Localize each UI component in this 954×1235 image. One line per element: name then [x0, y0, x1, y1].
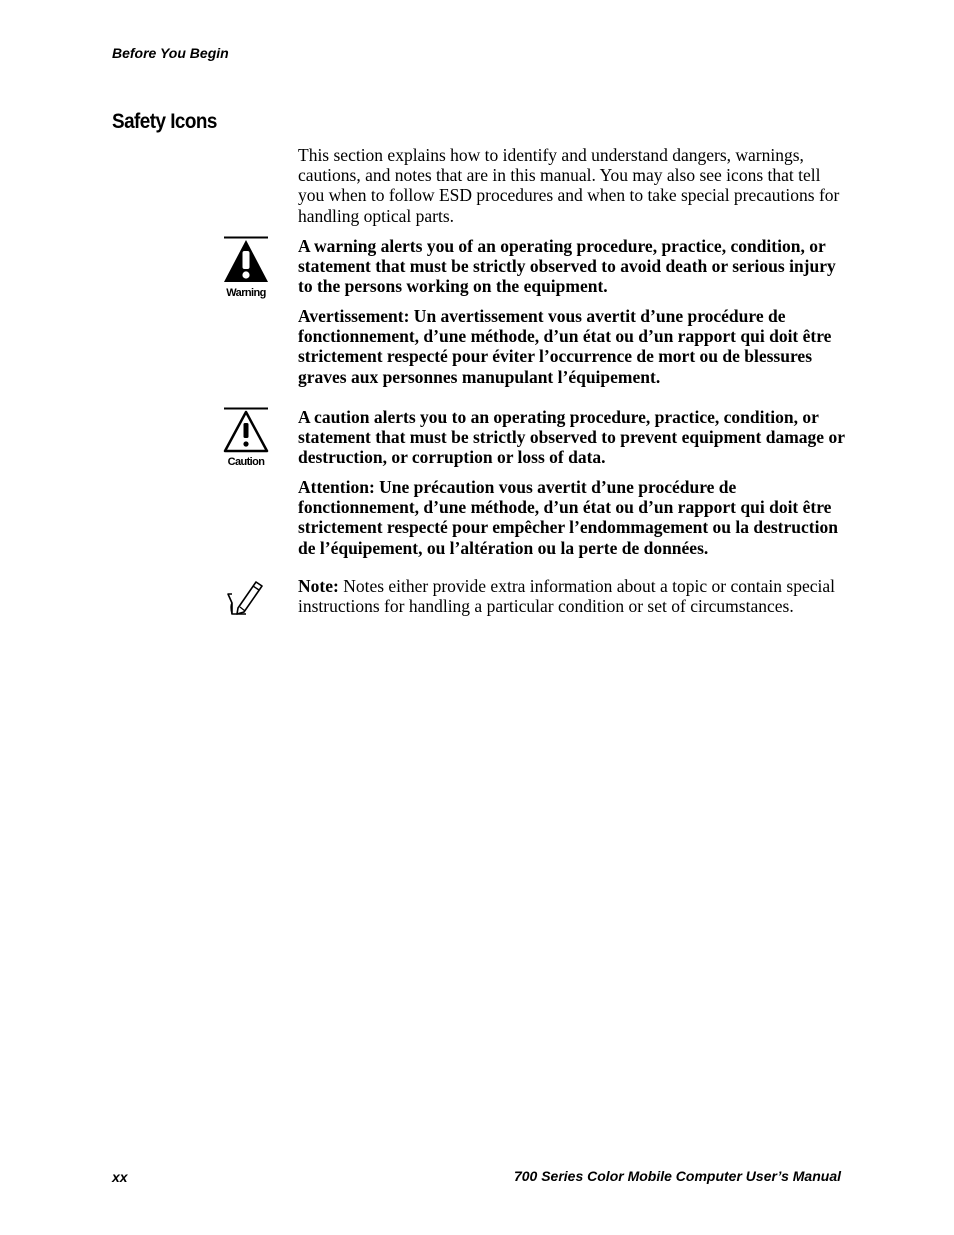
- warning-triangle-icon: [222, 236, 270, 284]
- note-text: Notes either provide extra information about a topic or contain special instructions for handling a particular condition or set of circumstances.: [298, 576, 835, 617]
- caution-text-fr: Attention: Une précaution vous avertit d’une procédure de fonctionnement, d’une méthode, d’un état ou d’un rapport qui doit être strictement respecté pour empêcher l’endommagement ou la destruction de l’équipement, ou l’altération ou la perte de données.: [298, 477, 838, 558]
- note-paragraph: [298, 576, 846, 616]
- warning-icon-label: Warning: [226, 287, 266, 299]
- caution-icon: [222, 407, 270, 468]
- note-label: Note:: [298, 576, 339, 596]
- section-title: Safety Icons: [112, 110, 217, 133]
- warning-text-en: A warning alerts you of an operating procedure, practice, condition, or statement that must be strictly observed to avoid death or serious injury to the persons working on the equipment.: [298, 236, 836, 297]
- caution-triangle-icon: [222, 407, 270, 453]
- intro-paragraph: This section explains how to identify and understand dangers, warnings, cautions, and notes that are in this manual. You may also see icons that tell you when to follow ESD procedures and when to take special precautions for handling optical parts.: [298, 145, 840, 226]
- warning-icon: [222, 236, 270, 299]
- warning-text-fr: Avertissement: Un avertissement vous avertit d’une procédure de fonctionnement, d’une méthode, d’un état ou d’un rapport qui doit être strictement respecté pour éviter l’occurrence de mort ou de blessures graves aux personnes manupulant l’équipement.: [298, 306, 832, 387]
- caution-text-en: A caution alerts you to an operating procedure, practice, condition, or statement that must be strictly observed to prevent equipment damage or destruction, or corruption or loss of data.: [298, 407, 845, 468]
- running-header: Before You Begin: [112, 45, 229, 61]
- page-number: xx: [112, 1169, 128, 1185]
- caution-icon-label: Caution: [227, 456, 265, 468]
- note-pencil-icon: [224, 576, 266, 618]
- note-icon: [224, 576, 266, 623]
- manual-title: 700 Series Color Mobile Computer User’s Manual: [513, 1168, 841, 1184]
